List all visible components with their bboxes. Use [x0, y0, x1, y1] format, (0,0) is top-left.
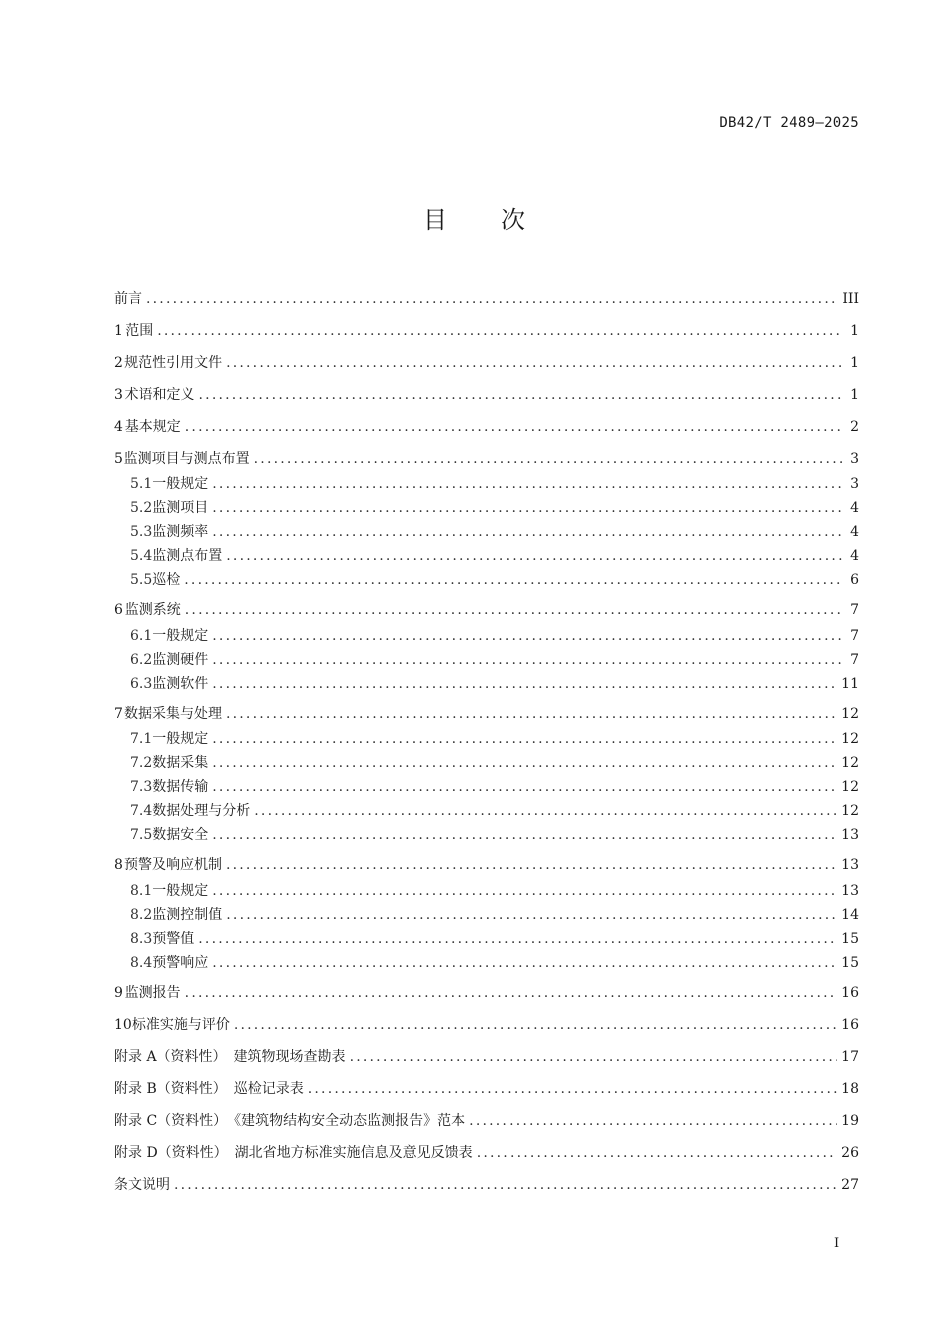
toc-entry-number: 4 [114, 419, 123, 435]
toc-entry[interactable] [130, 474, 859, 494]
toc-entry[interactable] [114, 449, 859, 469]
toc-entry-page: 3 [850, 476, 859, 492]
toc-leader-dots [212, 498, 843, 518]
toc-entry-label: 附录 B（资料性） 巡检记录表 [114, 1081, 304, 1097]
toc-leader-dots [350, 1047, 838, 1067]
toc-entry-page: 17 [841, 1049, 859, 1065]
toc-entry-number: 3 [114, 387, 123, 403]
title-right: 次 [501, 206, 527, 234]
toc-leader-dots [308, 1079, 837, 1099]
toc-leader-dots [184, 570, 843, 590]
toc-entry[interactable] [114, 1175, 859, 1195]
toc-entry-number: 5.3 [130, 524, 153, 540]
toc-entry-page: 7 [850, 628, 859, 644]
toc-leader-dots [234, 1015, 837, 1035]
toc-entry-number: 8.4 [130, 955, 153, 971]
toc-entry-label: 数据安全 [152, 827, 209, 843]
toc-entry-page: 26 [841, 1145, 859, 1161]
toc-entry-page: 13 [841, 857, 859, 873]
toc-entry-number: 6.3 [130, 676, 153, 692]
toc-entry-number: 1 [114, 323, 123, 339]
page-title [0, 200, 950, 235]
toc-leader-dots [477, 1143, 837, 1163]
toc-entry[interactable] [114, 600, 859, 620]
toc-leader-dots [226, 704, 837, 724]
toc-leader-dots [185, 600, 843, 620]
toc-entry-number: 8 [114, 857, 123, 873]
toc-entry-page: 14 [841, 907, 859, 923]
toc-entry[interactable] [114, 1111, 859, 1131]
toc-entry[interactable] [130, 674, 859, 694]
toc-entry-label: 标准实施与评价 [131, 1017, 230, 1033]
toc-leader-dots [254, 801, 837, 821]
toc-entry-page: 12 [841, 706, 859, 722]
toc-entry[interactable] [130, 905, 859, 925]
toc-entry[interactable] [130, 953, 859, 973]
toc-entry-page: 4 [850, 524, 859, 540]
toc-entry-page: 1 [850, 323, 859, 339]
toc-entry[interactable] [130, 546, 859, 566]
toc-entry-page: 12 [841, 755, 859, 771]
toc-entry[interactable] [130, 650, 859, 670]
toc-entry-page: 2 [850, 419, 859, 435]
toc-entry-number: 8.1 [130, 883, 153, 899]
toc-entry-label: 一般规定 [152, 476, 209, 492]
toc-entry-page: 3 [850, 451, 859, 467]
toc-entry-label: 数据传输 [152, 779, 209, 795]
toc-entry[interactable] [130, 777, 859, 797]
toc-entry-label: 前言 [114, 291, 142, 307]
toc-entry-label: 数据采集 [152, 755, 209, 771]
toc-entry-label: 监测点布置 [152, 548, 223, 564]
toc-entry-label: 巡检 [152, 572, 181, 588]
toc-entry[interactable] [130, 801, 859, 821]
toc-entry-number: 6.2 [130, 652, 153, 668]
standard-code: DB42/T 2489—2025 [719, 115, 859, 131]
toc-entry-label: 范围 [125, 323, 154, 339]
toc-entry-page: 15 [841, 931, 859, 947]
toc-leader-dots [212, 729, 837, 749]
toc-entry-label: 基本规定 [124, 419, 181, 435]
toc-entry[interactable] [114, 1047, 859, 1067]
toc-entry-label: 预警值 [152, 931, 195, 947]
toc-entry[interactable] [130, 881, 859, 901]
toc-leader-dots [185, 417, 843, 437]
toc-leader-dots [212, 650, 843, 670]
toc-entry-page: 7 [850, 602, 859, 618]
toc-leader-dots [212, 626, 843, 646]
toc-entry[interactable] [130, 729, 859, 749]
toc-entry-label: 一般规定 [152, 628, 209, 644]
toc-entry-label: 监测项目与测点布置 [123, 451, 250, 467]
toc-entry-page: 16 [841, 1017, 859, 1033]
toc-entry-label: 术语和定义 [124, 387, 195, 403]
toc-leader-dots [212, 674, 837, 694]
toc-entry-label: 预警响应 [152, 955, 209, 971]
toc-leader-dots [146, 289, 838, 309]
toc-entry-number: 5.4 [130, 548, 153, 564]
toc-entry[interactable] [130, 498, 859, 518]
toc-entry-number: 8.2 [130, 907, 153, 923]
toc-entry-number: 7 [114, 706, 123, 722]
toc-leader-dots [226, 855, 837, 875]
toc-entry-number: 8.3 [130, 931, 153, 947]
footer-page-number: I [834, 1236, 840, 1251]
toc-entry[interactable] [114, 417, 859, 437]
toc-entry-label: 监测报告 [124, 985, 181, 1001]
toc-leader-dots [226, 353, 843, 373]
toc-entry-label: 监测硬件 [152, 652, 209, 668]
toc-entry[interactable] [114, 1015, 859, 1035]
toc-entry-label: 数据处理与分析 [152, 803, 251, 819]
toc-entry-number: 7.2 [130, 755, 153, 771]
title-left: 目 [423, 206, 449, 234]
toc-entry-label: 规范性引用文件 [124, 355, 223, 371]
toc-entry-number: 10 [114, 1017, 132, 1033]
toc-entry[interactable] [130, 753, 859, 773]
toc-entry-page: 12 [841, 731, 859, 747]
toc-leader-dots [157, 321, 843, 341]
toc-entry-page: 13 [841, 883, 859, 899]
toc-entry-page: 11 [841, 676, 859, 692]
toc-entry-label: 监测控制值 [152, 907, 223, 923]
toc-entry[interactable] [114, 385, 859, 405]
toc-entry-page: 1 [850, 387, 859, 403]
toc-leader-dots [469, 1111, 837, 1131]
toc-entry-page: 12 [841, 803, 859, 819]
toc-entry-page: 12 [841, 779, 859, 795]
toc-leader-dots [212, 881, 837, 901]
toc-entry-label: 一般规定 [152, 731, 209, 747]
toc-entry-page: 4 [850, 548, 859, 564]
toc-entry-number: 5.2 [130, 500, 153, 516]
toc-entry[interactable] [130, 522, 859, 542]
toc-entry-page: 18 [841, 1081, 859, 1097]
toc-entry-label: 条文说明 [114, 1177, 170, 1193]
toc-entry-number: 7.4 [130, 803, 153, 819]
toc-entry-number: 7.1 [130, 731, 153, 747]
toc-entry[interactable] [114, 983, 859, 1003]
toc-entry[interactable] [130, 570, 859, 590]
toc-leader-dots [212, 825, 837, 845]
toc-leader-dots [198, 929, 837, 949]
toc-entry-page: 27 [841, 1177, 859, 1193]
toc-entry-label: 监测系统 [124, 602, 181, 618]
toc-entry-page: 7 [850, 652, 859, 668]
toc-entry-number: 7.3 [130, 779, 153, 795]
toc-leader-dots [226, 905, 837, 925]
toc-entry-label: 附录 C（资料性） 《建筑物结构安全动态监测报告》范本 [114, 1113, 466, 1129]
toc-entry[interactable] [114, 321, 859, 341]
toc-entry[interactable] [114, 289, 859, 309]
toc-entry-label: 附录 A（资料性） 建筑物现场查勘表 [114, 1049, 346, 1065]
toc-entry-page: 1 [850, 355, 859, 371]
toc-entry[interactable] [114, 704, 859, 724]
toc-entry-page: 13 [841, 827, 859, 843]
toc-entry[interactable] [130, 929, 859, 949]
toc-leader-dots [199, 385, 843, 405]
toc-entry-page: 16 [841, 985, 859, 1001]
toc-entry-page: 6 [850, 572, 859, 588]
toc-leader-dots [174, 1175, 837, 1195]
toc-entry[interactable] [130, 825, 859, 845]
toc-entry[interactable] [114, 353, 859, 373]
toc-entry-page: 4 [850, 500, 859, 516]
toc-entry[interactable] [114, 1143, 859, 1163]
toc-entry-number: 9 [114, 985, 123, 1001]
toc-entry-page: 15 [841, 955, 859, 971]
toc-entry-number: 5 [114, 451, 123, 467]
toc-entry-label: 监测项目 [152, 500, 209, 516]
toc-entry-label: 监测软件 [152, 676, 209, 692]
toc-entry-number: 5.1 [130, 476, 153, 492]
toc-leader-dots [212, 777, 837, 797]
toc-entry-label: 数据采集与处理 [123, 706, 222, 722]
toc-entry-number: 6 [114, 602, 123, 618]
toc-entry-label: 监测频率 [152, 524, 209, 540]
toc-leader-dots [212, 522, 843, 542]
toc-entry-number: 6.1 [130, 628, 153, 644]
toc-entry-number: 7.5 [130, 827, 153, 843]
toc-entry[interactable] [114, 855, 859, 875]
toc-entry-label: 预警及响应机制 [123, 857, 222, 873]
toc-entry-number: 2 [114, 355, 123, 371]
toc-entry[interactable] [114, 1079, 859, 1099]
toc-entry-page: 19 [841, 1113, 859, 1129]
toc-entry-label: 附录 D（资料性） 湖北省地方标准实施信息及意见反馈表 [114, 1145, 473, 1161]
toc-entry-page: III [842, 291, 859, 307]
toc-entry-number: 5.5 [130, 572, 153, 588]
toc-leader-dots [185, 983, 838, 1003]
toc-leader-dots [254, 449, 843, 469]
toc-leader-dots [212, 474, 843, 494]
toc-leader-dots [226, 546, 843, 566]
toc-leader-dots [212, 753, 837, 773]
toc-entry-label: 一般规定 [152, 883, 209, 899]
toc-leader-dots [212, 953, 837, 973]
toc-entry[interactable] [130, 626, 859, 646]
